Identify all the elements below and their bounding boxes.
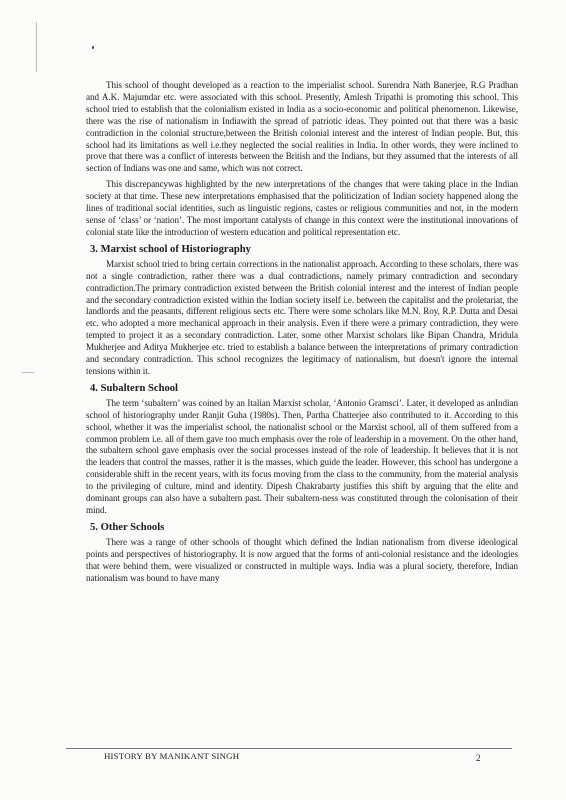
paragraph: Marxist school tried to bring certain corrections in the nationalist approach. According to these scholars, there was not a single contradiction, rather there was a dual contradictions, namely primary contradiction and secondary contradiction.The primary contradiction existed between the British colonial interest and the interest of Indian people and the secondary contradiction existed within the Indian society itself i.e. between the capitalist and the proletariat, the landlords and the peasants, different religious sects etc. There were some scholars like M.N. Roy, R.P. Dutta and Desai etc. who adopted a more mechanical approach in their analysis. Even if there were a primary contradiction, they were tempted to project it as a secondary contradiction. Later, some other Marxist scholars like Bipan Chandra, Mridula Mukherjee and Aditya Mukherjee etc. tried to establish a balance between the interpretations of primary contradiction and secondary contradiction. This school recognizes the legitimacy of nationalism, but doesn't ignore the internal tensions within it. <box>86 258 518 376</box>
binding-mark <box>22 372 34 373</box>
paragraph: This discrepancywas highlighted by the new interpretations of the changes that were taking place in the Indian society at that time. These new interpretations emphasised that the politicization of Indian society happened along the lines of traditional social identities, such as linguistic regions, castes or religious communities and not, in the modern sense of ‘class’ or ‘nation’. The most important catalysts of change in this context were the institutional innovations of colonial state like the introduction of western education and political representation etc. <box>86 179 518 237</box>
speck-mark <box>92 46 94 49</box>
footer-title: HISTORY BY MANIKANT SINGH <box>104 751 240 761</box>
body-text <box>86 80 518 589</box>
paragraph: There was a range of other schools of thought which defined the Indian nationalism from diverse ideological points and perspectives of historiography. It is now argued that the forms of anti-colonial resistance and the ideologies that were behind them, were visualized or constructed in multiple ways. India was a plural society, therefore, Indian nationalism was bound to have many <box>86 536 518 583</box>
binding-mark <box>36 22 37 72</box>
footer-divider <box>66 748 512 749</box>
section-heading: 4. Subaltern School <box>90 382 179 394</box>
section-heading: 5. Other Schools <box>90 521 165 533</box>
section-heading: 3. Marxist school of Historiography <box>90 243 251 255</box>
paragraph: This school of thought developed as a reaction to the imperialist school. Surendra Nath Banerjee, R.G Pradhan and A.K. Majumdar etc. were associated with this school. Presently, Amlesh Tripathi is promoting this school. This school tried to establish that the colonialism existed in India as a socio-economic and political phenomenon. Likewise, there was the rise of nationalism in Indiawith the spread of patriotic ideas. They pointed out that there was a basic contradiction in the colonial structure,between the British colonial interest and the interest of Indian people. But, this school had its limitations as well i.e.they neglected the social realities in India. In other words, they were inclined to prove that there was a conflict of interests between the British and the Indians, but they assumed that the interests of all section of Indians was one and same, which was not correct. <box>86 80 518 174</box>
paragraph: The term ‘subaltern’ was coined by an Italian Marxist scholar, ‘Antonio Gramsci’. Later, it developed as anIndian school of historiography under Ranjit Guha (1980s). Then, Partha Chatterjee also contributed to it. According to this school, whether it was the imperialist school, the nationalist school or the Marxist school, all of them suffered from a common problem i.e. all of them gave too much emphasis over the role of leadership in a movement. On the other hand, the subaltern school gave emphasis over the social processes instead of the role of leadership. It believes that it is not the leaders that control the masses, rather it is the masses, which guide the leader. However, this school has undergone a considerable shift in the recent years, with its focus moving from the class to the community, from the material analysis to the privileging of culture, mind and identity. Dipesh Chakrabarty justifies this shift by arguing that the elite and dominant groups can also have a subaltern past. Their subaltern-ness was constituted through the colonisation of their mind. <box>86 397 518 515</box>
page-number: 2 <box>476 753 481 763</box>
